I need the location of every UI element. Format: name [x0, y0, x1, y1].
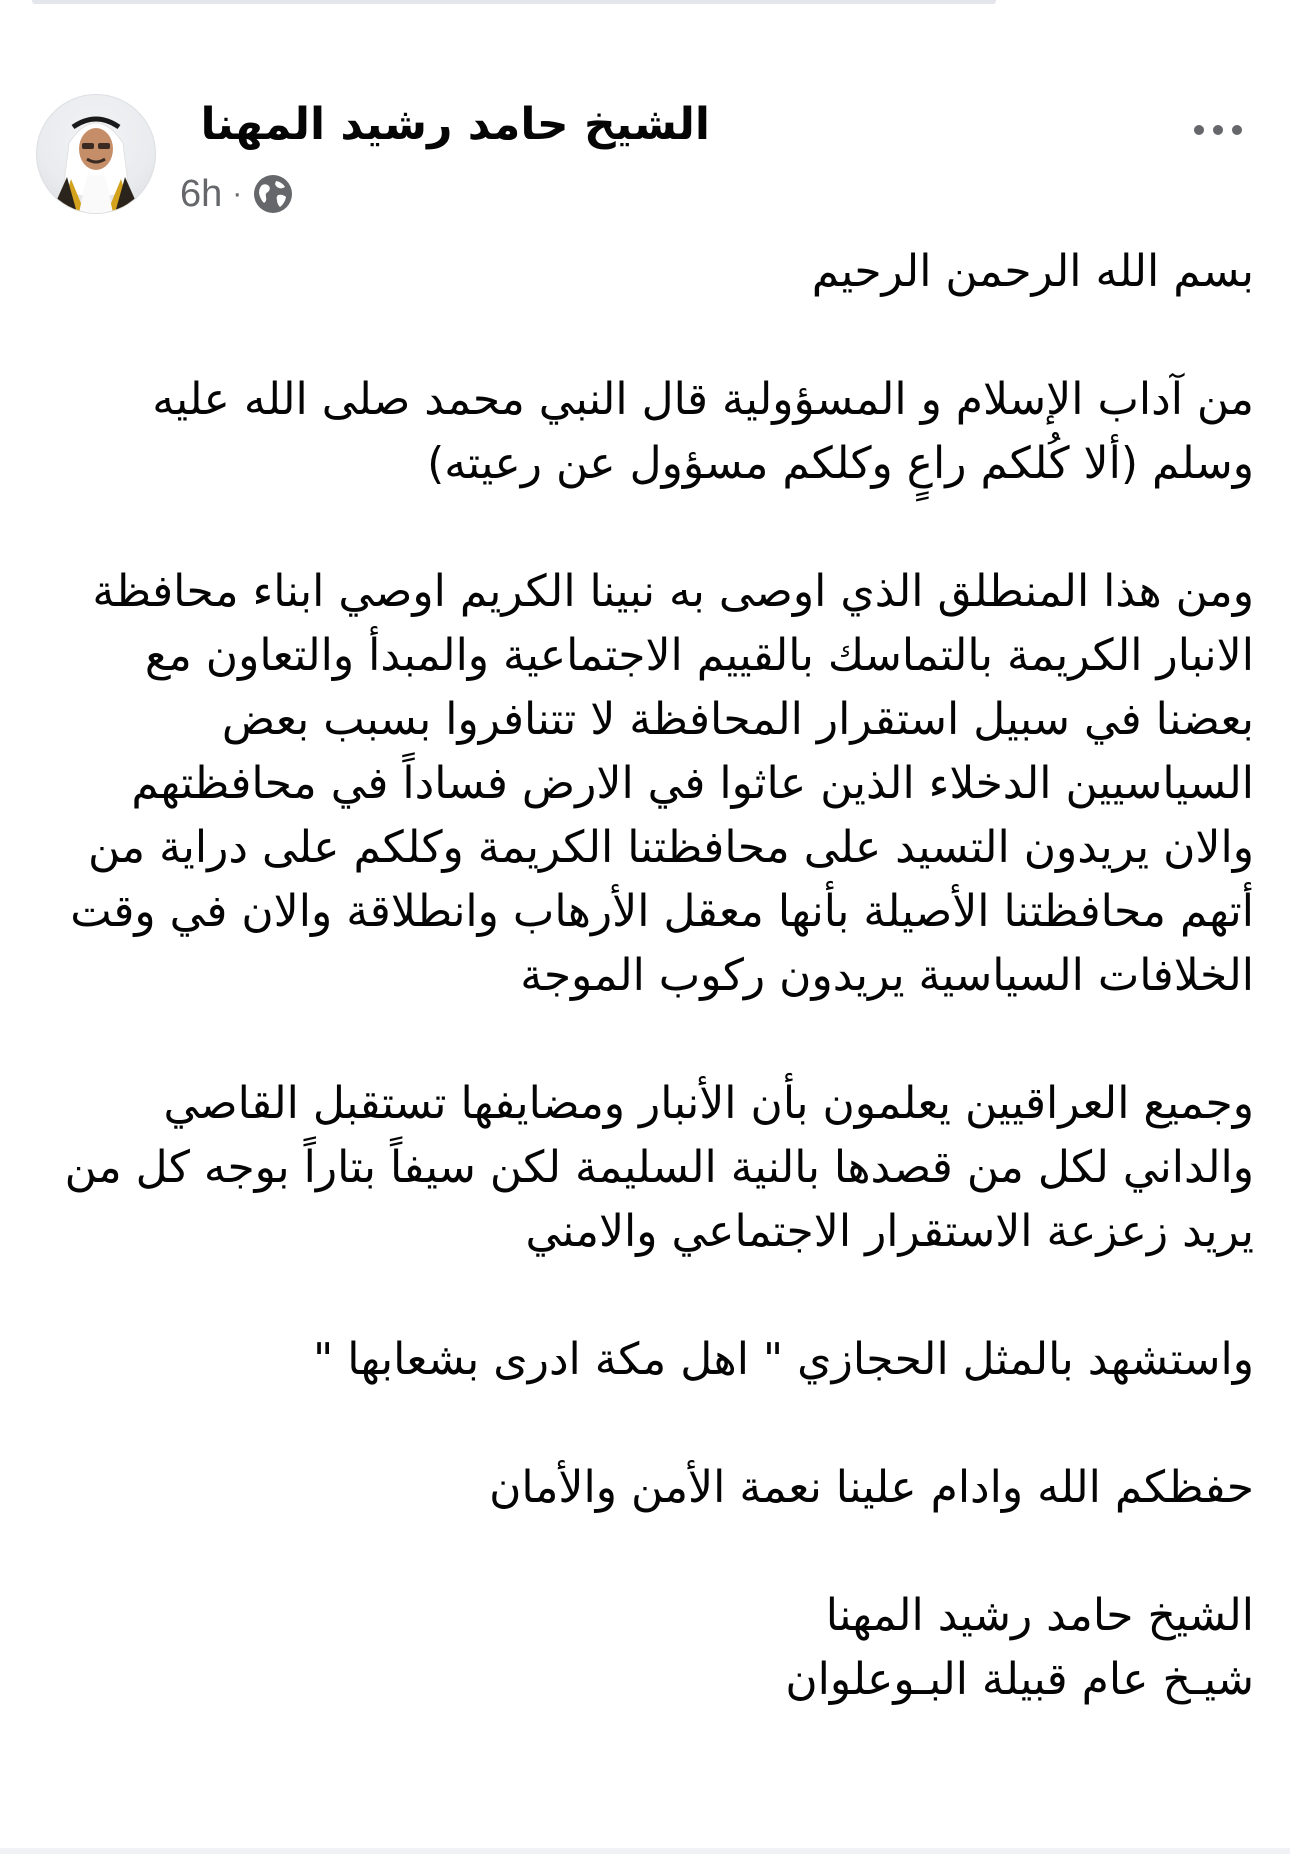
- post-paragraph-hadith: من آداب الإسلام و المسؤولية قال النبي محمد صلى الله عليه وسلم (ألا كُلكم راعٍ وكلكم مسؤول عن رعيته): [152, 374, 1254, 489]
- globe-icon[interactable]: [252, 173, 294, 215]
- post-header: [0, 88, 1290, 228]
- avatar-portrait: [37, 95, 155, 213]
- post-signature: [50, 1584, 1254, 1712]
- more-options-icon: [1193, 124, 1243, 136]
- author-name[interactable]: الشيخ حامد رشيد المهنا: [200, 99, 710, 150]
- post-paragraph-anbar: وجميع العراقيين يعلمون بأن الأنبار ومضايفها تستقبل القاصي والداني لكل من قصدها بالنية السليمة لكن سيفاً بتاراً بوجه كل من يريد زعزعة الاستقرار الاجتماعي والامني: [64, 1078, 1254, 1257]
- post-paragraph-basmala: بسم الله الرحمن الرحيم: [811, 246, 1254, 297]
- bottom-divider: [0, 1848, 1290, 1854]
- author-avatar[interactable]: [36, 94, 156, 214]
- post-timestamp[interactable]: 6h: [180, 172, 223, 215]
- more-options-button[interactable]: [1186, 106, 1250, 154]
- post-paragraph-proverb: واستشهد بالمثل الحجازي " اهل مكة ادرى بشعابها ": [312, 1334, 1254, 1385]
- post-meta: [180, 166, 294, 222]
- meta-separator: ·: [232, 177, 243, 210]
- signature-title: شيـخ عام قبيلة البـوعلوان: [785, 1654, 1254, 1705]
- post-paragraph-advice: ومن هذا المنطلق الذي اوصى به نبينا الكريم اوصي ابناء محافظة الانبار الكريمة بالتماسك بالقييم الاجتماعية والمبدأ والتعاون مع بعضنا في سبيل استقرار المحافظة لا تتنافروا بسبب بعض السياسيين الدخلاء الذين عاثوا في الارض فساداً في محافظتهم والان يريدون التسيد على محافظتنا الكريمة وكلكم على دراية من أتهم محافظتنا الأصيلة بأنها معقل الأرهاب وانطلاقة والان في وقت الخلافات السياسية يريدون ركوب الموجة: [70, 566, 1254, 1001]
- post-text: [50, 240, 1254, 1712]
- post-paragraph-blessing: حفظكم الله وادام علينا نعمة الأمن والأمان: [489, 1462, 1254, 1513]
- top-divider: [32, 0, 996, 4]
- signature-name: الشيخ حامد رشيد المهنا: [825, 1590, 1254, 1641]
